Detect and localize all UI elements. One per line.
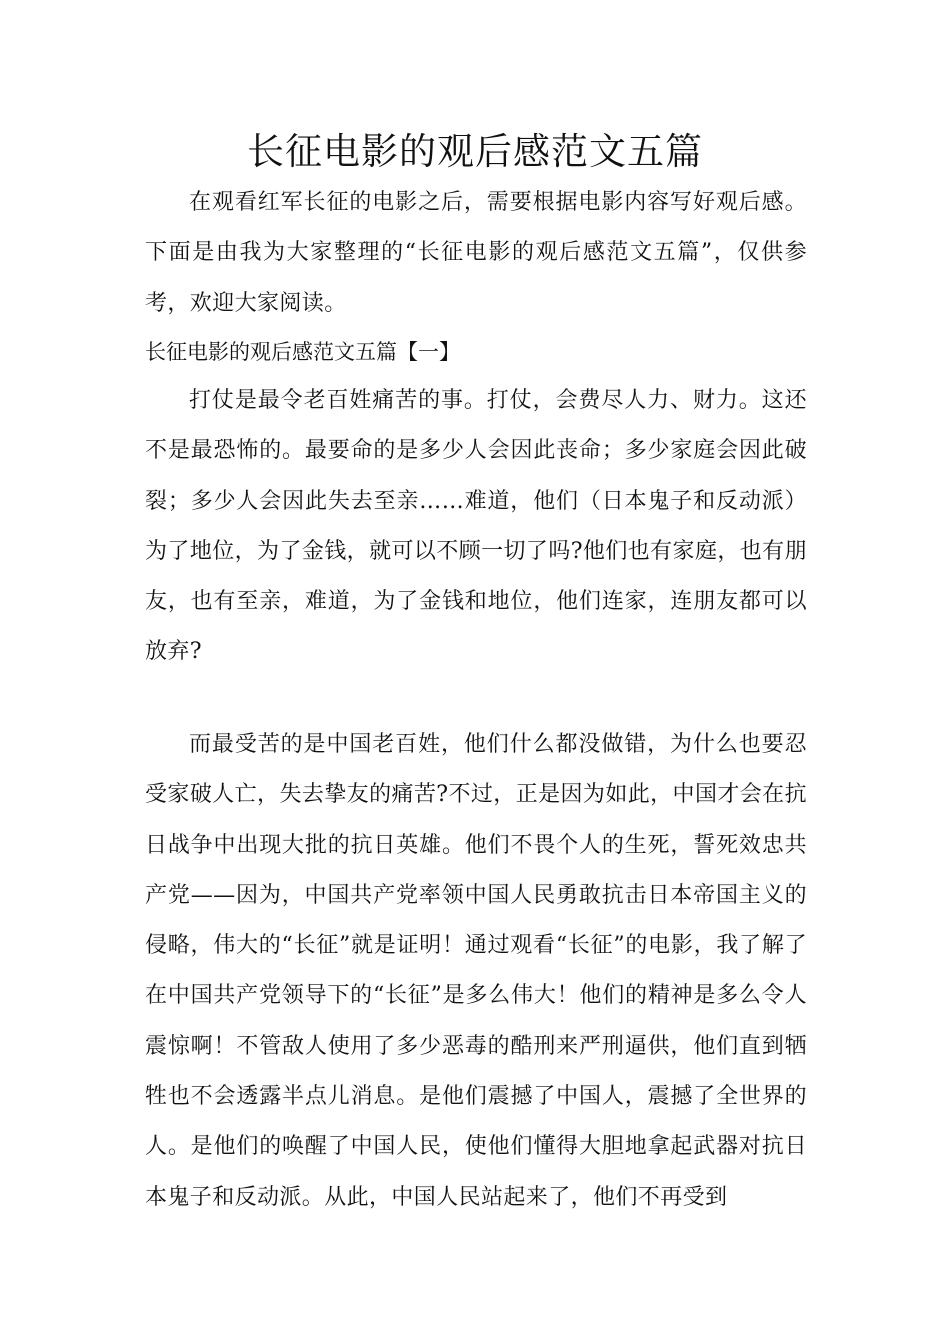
- section-heading: 长征电影的观后感范文五篇【一】: [145, 340, 460, 364]
- intro-paragraph: 在观看红军长征的电影之后，需要根据电影内容写好观后感。下面是由我为大家整理的“长征电影的观后感范文五篇”，仅供参考，欢迎大家阅读。: [145, 190, 807, 316]
- document-title: 长征电影的观后感范文五篇: [247, 130, 703, 173]
- body-paragraph-2: 而最受苦的是中国老百姓，他们什么都没做错，为什么也要忍受家破人亡，失去挚友的痛苦?不过，正是因为如此，中国才会在抗日战争中出现大批的抗日英雄。他们不畏个人的生死，誓死效忠共产党——因为，中国共产党率领中国人民勇敢抗击日本帝国主义的侵略，伟大的“长征”就是证明！通过观看“长征”的电影，我了解了在中国共产党领导下的“长征”是多么伟大！他们的精神是多么令人震惊啊！不管敌人使用了多少恶毒的酷刑来严刑逼供，他们直到牺牲也不会透露半点儿消息。是他们震撼了中国人，震撼了全世界的人。是他们的唤醒了中国人民，使他们懂得大胆地拿起武器对抗日本鬼子和反动派。从此，中国人民站起来了，他们不再受到: [145, 732, 807, 1210]
- body-paragraph-1: 打仗是最令老百姓痛苦的事。打仗，会费尽人力、财力。这还不是最恐怖的。最要命的是多少人会因此丧命；多少家庭会因此破裂；多少人会因此失去至亲……难道，他们（日本鬼子和反动派）为了地位，为了金钱，就可以不顾一切了吗?他们也有家庭，也有朋友，也有至亲，难道，为了金钱和地位，他们连家，连朋友都可以放弃?: [145, 388, 807, 665]
